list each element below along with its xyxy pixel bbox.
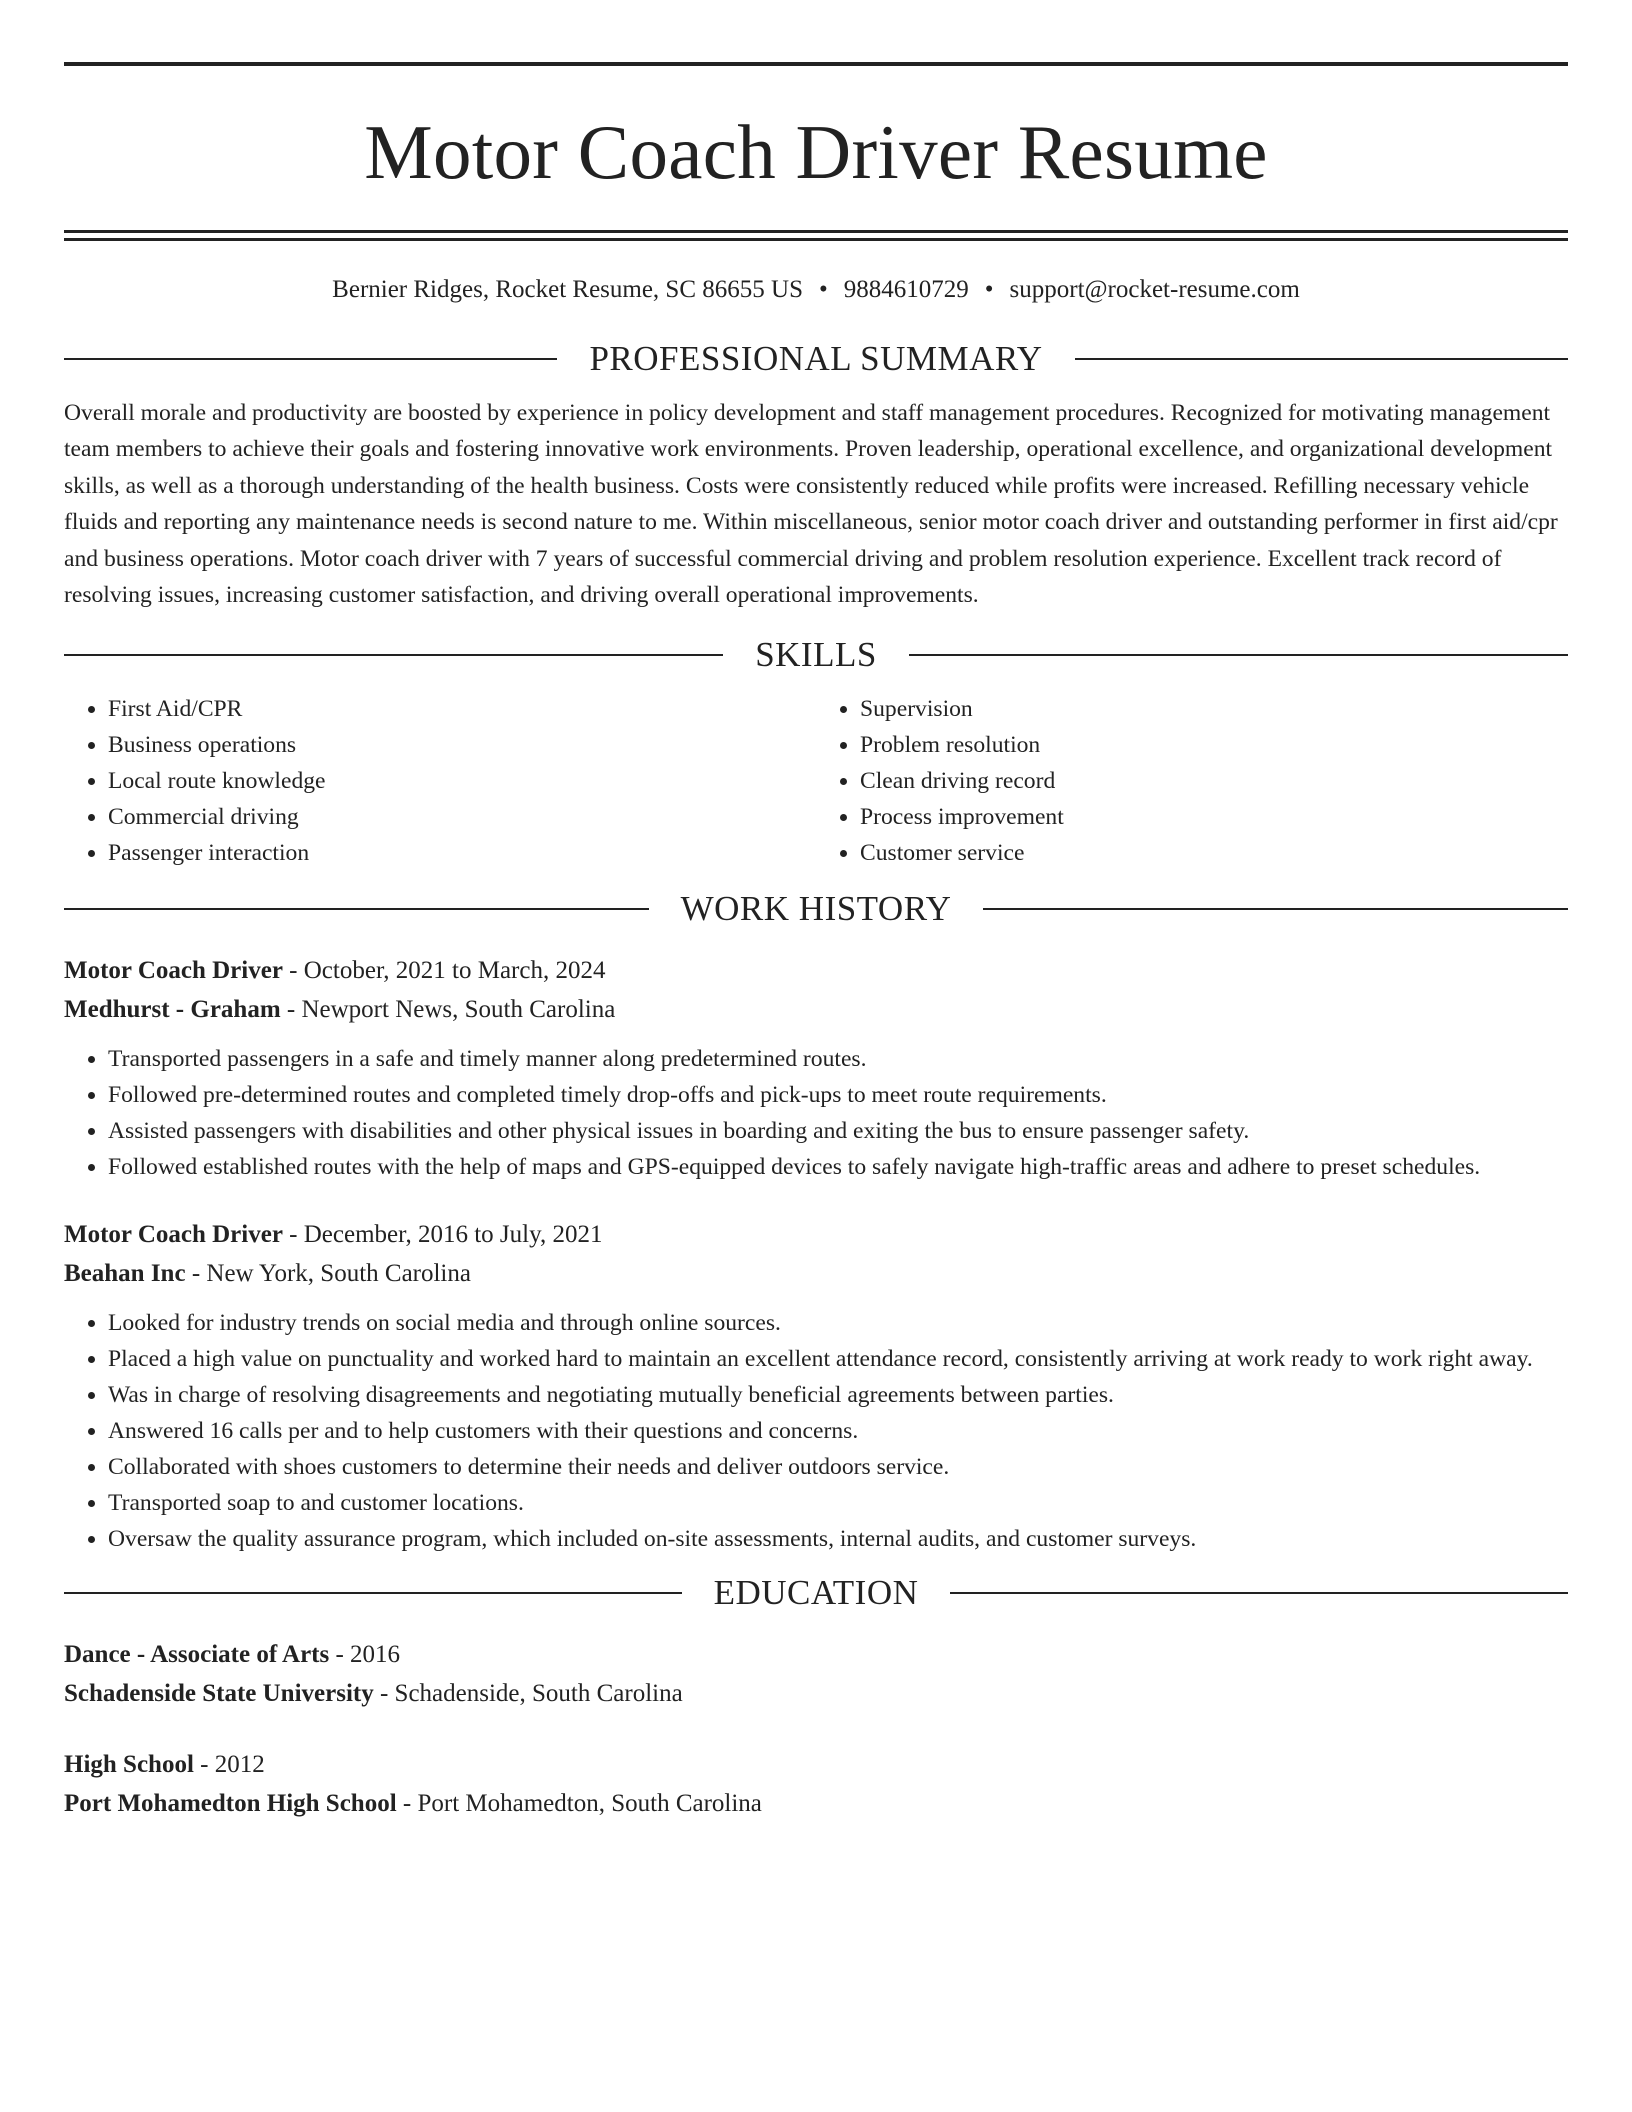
- job-location: - Newport News, South Carolina: [280, 996, 616, 1024]
- education-section-heading: [64, 1571, 1568, 1615]
- job-entry: [64, 1215, 1568, 1557]
- title-double-rule: [64, 230, 1568, 241]
- summary-paragraph: Overall morale and productivity are boosted by experience in policy development and staff management procedures. Recognized for motivating management team members to achieve their goals and fostering innovative work environments. Proven leadership, operational excellence, and organizational development skills, as well as a thorough understanding of the health business. Costs were consistently reduced while profits were increased. Refilling necessary vehicle fluids and reporting any maintenance needs is second nature to me. Within miscellaneous, senior motor coach driver and outstanding performer in first aid/cpr and business operations. Motor coach driver with 7 years of successful commercial driving and problem resolution experience. Excellent track record of resolving issues, increasing customer satisfaction, and driving overall operational improvements.: [64, 400, 1558, 609]
- heading-rule: [1075, 358, 1568, 360]
- job-dates: - December, 2016 to July, 2021: [282, 1221, 603, 1249]
- job-bullets: [64, 1305, 1568, 1557]
- heading-rule: [64, 1592, 682, 1594]
- skill-item: • Clean driving record: [860, 763, 1568, 799]
- job-bullet: • Placed a high value on punctuality and worked hard to maintain an excellent attendance record, consistently arriving at work ready to work right away.: [108, 1341, 1568, 1377]
- skills-section-heading: [64, 633, 1568, 677]
- skills-column-right: [816, 691, 1568, 871]
- job-bullet: • Assisted passengers with disabilities and other physical issues in boarding and exiting the bus to ensure passenger safety.: [108, 1113, 1568, 1149]
- job-company: Beahan Inc: [64, 1260, 186, 1288]
- job-company: Medhurst - Graham: [64, 996, 281, 1024]
- job-bullet: • Transported soap to and customer locations.: [108, 1485, 1568, 1521]
- work-heading-label: WORK HISTORY: [680, 889, 952, 929]
- skills-list: [64, 691, 1568, 871]
- education-school-line: [64, 1674, 1568, 1713]
- skill-item: • Passenger interaction: [108, 835, 816, 871]
- job-title: Motor Coach Driver: [64, 957, 283, 985]
- skills-heading-label: SKILLS: [755, 635, 877, 675]
- summary-section-heading: [64, 337, 1568, 381]
- job-bullet: • Looked for industry trends on social media and through online sources.: [108, 1305, 1568, 1341]
- top-rule: [64, 62, 1568, 66]
- contact-line: [64, 275, 1568, 305]
- skill-item: • Commercial driving: [108, 799, 816, 835]
- job-dates: - October, 2021 to March, 2024: [282, 957, 606, 985]
- heading-rule: [950, 1592, 1568, 1594]
- skill-item: • Problem resolution: [860, 727, 1568, 763]
- summary-heading-label: PROFESSIONAL SUMMARY: [589, 339, 1043, 378]
- job-bullet: • Followed pre-determined routes and completed timely drop-offs and pick-ups to meet route requirements.: [108, 1077, 1568, 1113]
- job-bullet: • Transported passengers in a safe and timely manner along predetermined routes.: [108, 1041, 1568, 1077]
- contact-separator: •: [984, 276, 994, 303]
- job-title-line: [64, 1215, 1568, 1254]
- skill-item: • First Aid/CPR: [108, 691, 816, 727]
- education-location: - Schadenside, South Carolina: [373, 1680, 683, 1708]
- job-title-line: [64, 951, 1568, 990]
- education-school: Schadenside State University: [64, 1680, 374, 1708]
- education-degree: High School: [64, 1751, 194, 1779]
- education-entry: [64, 1635, 1568, 1713]
- skill-item: • Local route knowledge: [108, 763, 816, 799]
- job-bullet: • Followed established routes with the help of maps and GPS-equipped devices to safely navigate high-traffic areas and adhere to preset schedules.: [108, 1149, 1568, 1185]
- job-bullets: [64, 1041, 1568, 1185]
- job-bullet: • Was in charge of resolving disagreements and negotiating mutually beneficial agreements between parties.: [108, 1377, 1568, 1413]
- job-bullet: • Collaborated with shoes customers to determine their needs and deliver outdoors service.: [108, 1449, 1568, 1485]
- heading-rule: [983, 908, 1568, 910]
- education-location: - Port Mohamedton, South Carolina: [396, 1790, 762, 1818]
- skills-column-left: [64, 691, 816, 871]
- skill-item: • Process improvement: [860, 799, 1568, 835]
- job-bullet: • Oversaw the quality assurance program, which included on-site assessments, internal audits, and customer surveys.: [108, 1521, 1568, 1557]
- heading-rule: [64, 908, 649, 910]
- education-school-line: [64, 1784, 1568, 1823]
- education-heading-label: EDUCATION: [713, 1573, 919, 1613]
- contact-phone: 9884610729: [843, 276, 969, 303]
- skill-item: • Supervision: [860, 691, 1568, 727]
- job-title: Motor Coach Driver: [64, 1221, 283, 1249]
- job-company-line: [64, 990, 1568, 1029]
- job-location: - New York, South Carolina: [185, 1260, 471, 1288]
- skill-item: • Customer service: [860, 835, 1568, 871]
- education-degree-line: [64, 1745, 1568, 1784]
- job-bullet: • Answered 16 calls per and to help customers with their questions and concerns.: [108, 1413, 1568, 1449]
- job-company-line: [64, 1254, 1568, 1293]
- contact-address: Bernier Ridges, Rocket Resume, SC 86655 US: [332, 276, 803, 303]
- education-year: - 2016: [329, 1641, 401, 1669]
- work-section-heading: [64, 887, 1568, 931]
- job-entry: [64, 951, 1568, 1185]
- education-entry: [64, 1745, 1568, 1823]
- contact-email: support@rocket-resume.com: [1009, 276, 1300, 303]
- education-degree-line: [64, 1635, 1568, 1674]
- heading-rule: [64, 654, 723, 656]
- education-degree: Dance - Associate of Arts: [64, 1641, 330, 1669]
- education-school: Port Mohamedton High School: [64, 1790, 397, 1818]
- contact-separator: •: [818, 276, 828, 303]
- heading-rule: [909, 654, 1568, 656]
- resume-title: Motor Coach Driver Resume: [364, 109, 1268, 195]
- heading-rule: [64, 358, 557, 360]
- education-year: - 2012: [193, 1751, 265, 1779]
- skill-item: • Business operations: [108, 727, 816, 763]
